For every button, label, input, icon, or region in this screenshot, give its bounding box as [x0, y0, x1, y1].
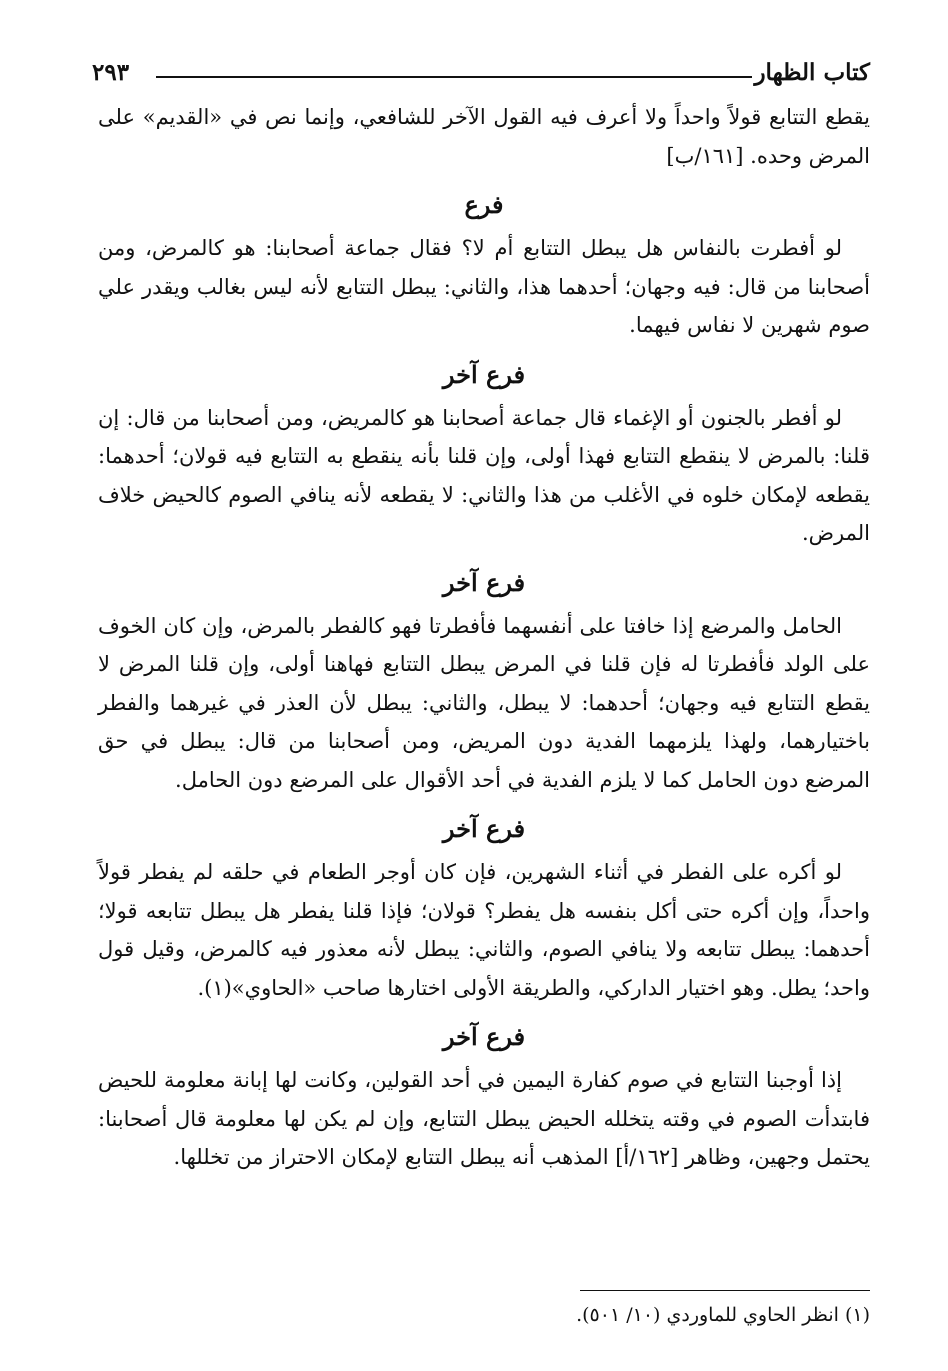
section-1 [98, 183, 870, 345]
section-5 [98, 1015, 870, 1177]
page-number: ٢٩٣ [92, 59, 130, 86]
intro-paragraph: يقطع التتابع قولاً واحداً ولا أعرف فيه القول الآخر للشافعي، وإنما نص في «القديم» على المرض وحده. [١٦١/ب] [98, 105, 870, 168]
footnote-rule [580, 1290, 870, 1291]
section-4 [98, 807, 870, 1007]
section-paragraph: لو أفطرت بالنفاس هل يبطل التتابع أم لا؟ فقال جماعة أصحابنا: هو كالمرض، ومن أصحابنا من قال: فيه وجهان؛ أحدهما هذا، والثاني: يبطل التتابع لأنه ليس بغالب ويقدر علي صوم شهرين لا نفاس فيهما. [98, 236, 870, 337]
section-heading: فرع آخر [442, 359, 526, 389]
header-rule [156, 76, 752, 78]
section-heading: فرع آخر [442, 1022, 526, 1051]
running-title: كتاب الظهار [754, 59, 870, 86]
main-text [98, 98, 870, 1177]
page-header [92, 54, 870, 94]
section-heading: فرع [464, 190, 504, 219]
section-paragraph: إذا أوجبنا التتابع في صوم كفارة اليمين في أحد القولين، وكانت لها إبانة معلومة للحيض فابتدأت الصوم في وقته يتخلله الحيض يبطل التتابع، وإن لم يكن لها معلومة قال أصحابنا: يحتمل وجهين، وظاهر [١٦٢/أ] المذهب أنه يبطل التتابع لإمكان الاحتراز من تخللها. [98, 1068, 870, 1169]
section-paragraph: الحامل والمرضع إذا خافتا على أنفسهما فأفطرتا فهو كالفطر بالمرض، وإن كان الخوف على الولد فأفطرتا له فإن قلنا في المرض يبطل التتابع فهاهنا أولى، وإن قلنا المرض لا يقطع التتابع فيه وجهان؛ أحدهما: لا يبطل، والثاني: يبطل لأن العذر في غيرهما والفطر باختيارهما، ولهذا يلزمهما الفدية دون المريض، ومن أصحابنا من قال: يبطل في حق المرضع دون الحامل كما لا يلزم الفدية في أحد الأقوال على المرضع دون الحامل. [98, 613, 870, 792]
section-paragraph: لو أكره على الفطر في أثناء الشهرين، فإن كان أوجر الطعام في حلقه لم يفطر قولاً واحداً، وإن أكره حتى أكل بنفسه هل يفطر؟ قولان؛ فإذا قلنا يفطر هل يبطل تتابعه قولا؛ أحدهما: يبطل تتابعه ولا ينافي الصوم، والثاني: يبطل لأنه معذور فيه كالمرض، وقيل قول واحد؛ يطل. وهو اختيار الداركي، والطريقة الأولى اختارها صاحب «الحاوي»(١). [98, 860, 870, 1000]
section-heading: فرع آخر [442, 567, 526, 597]
section-paragraph: لو أفطر بالجنون أو الإغماء قال جماعة أصحابنا هو كالمريض، ومن أصحابنا من قال: إن قلنا: بالمرض لا ينقطع التتابع فهذا أولى، وإن قلنا بأنه ينقطع به التتابع فيه قولان؛ أحدهما: يقطعه لإمكان خلوه في الأغلب من هذا والثاني: لا يقطعه لأنه ينافي الصوم كالحيض خلاف المرض. [98, 405, 870, 545]
section-heading: فرع آخر [442, 814, 526, 843]
section-3 [98, 561, 870, 800]
section-2 [98, 353, 870, 553]
footnote: (١) انظر الحاوي للماوردي (١٠/ ٥٠١). [576, 1304, 870, 1326]
